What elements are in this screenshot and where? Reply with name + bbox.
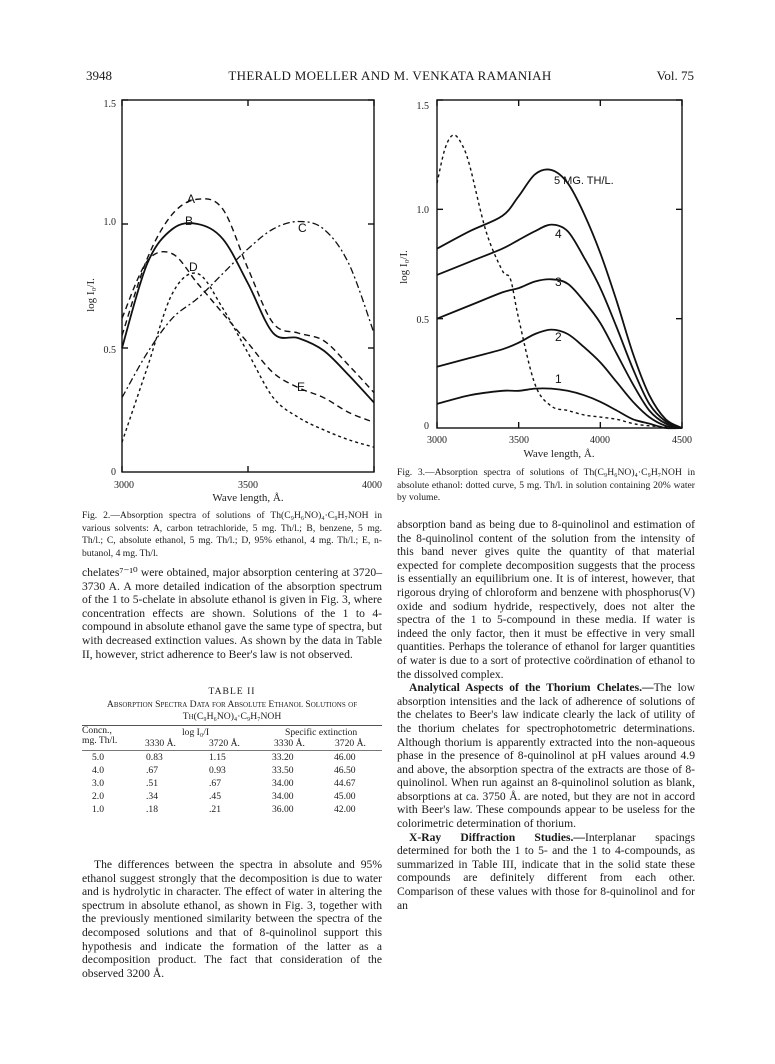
table-2-cell: 34.00 [272, 778, 294, 789]
table-2-cell: .51 [146, 778, 158, 789]
table-2-cell: 44.67 [334, 778, 356, 789]
table-2-cell: 2.0 [92, 791, 104, 802]
table-2-col-header: 3330 Å. [145, 738, 176, 749]
table-2-grid [82, 725, 382, 822]
table-2-cell: 36.00 [272, 804, 294, 815]
fig2-axis-ticks [122, 100, 374, 472]
fig2-label-d: D [189, 260, 198, 274]
table-2-cell: 3.0 [92, 778, 104, 789]
fig3-label-1: 1 [555, 372, 562, 386]
table-2-cell: .67 [209, 778, 221, 789]
fig2-x-axis-title: Wave length, Å. [212, 492, 284, 504]
fig3-label-4: 4 [555, 227, 562, 241]
fig2-curve-a [122, 199, 374, 393]
table-2-caption: Absorption Spectra Data for Absolute Ethanol Solutions of Th(C₉H₆NO)₄·C₉H₇NOH [106, 699, 358, 722]
table-2-cell: .34 [146, 791, 158, 802]
fig3-x-tick-label: 4000 [590, 435, 610, 446]
fig2-curves [122, 199, 374, 447]
fig3-y-tick-label: 1.5 [416, 101, 429, 112]
figure-2-caption: Fig. 2.—Absorption spectra of solutions of Th(C₉H₆NO)₄·C₉H₇NOH in various solvents: A, carbon tetrachloride, 5 mg. Th/l.; B, benzene, 5 mg. Th/l.; C, absolute ethanol, 5 mg. Th/l.; D, 95% ethanol, 4 mg. Th/l.; E, n-butanol, 4 mg. Th/l. [82, 510, 382, 559]
table-2-col-header: Concn., mg. Th/l. [82, 725, 118, 746]
left-paragraph-2-block [82, 858, 382, 980]
table-2-cell: 34.00 [272, 791, 294, 802]
table-2-cell: 5.0 [92, 752, 104, 763]
left-paragraph-1-block [82, 566, 382, 661]
fig2-y-axis-title: log I₀/I. [85, 278, 97, 312]
table-2-cell: 46.00 [334, 752, 356, 763]
fig3-x-tick-label: 3000 [427, 435, 447, 446]
fig2-label-e: E [297, 380, 306, 394]
table-2-col-header: 3720 Å. [335, 738, 366, 749]
volume-label: Vol. 75 [656, 68, 694, 83]
table-2-group-header: Specific extinction [285, 727, 358, 738]
fig3-y-tick-labels [417, 101, 430, 432]
fig2-x-tick-label: 3500 [238, 480, 258, 491]
table-2-col-header: 3720 Å. [209, 738, 240, 749]
table-2-header-rule [82, 750, 382, 751]
fig2-curve-e [122, 273, 374, 447]
fig3-x-tick-label: 3500 [509, 435, 529, 446]
table-2-cell: 46.50 [334, 765, 356, 776]
figure-3-chart [397, 95, 697, 465]
page-header [86, 68, 694, 86]
fig3-label-3: 3 [555, 275, 562, 289]
table-2-cell: .67 [146, 765, 158, 776]
page-number: 3948 [86, 68, 112, 83]
table-2-cell: 0.93 [209, 765, 226, 776]
running-authors: THERALD MOELLER AND M. VENKATA RAMANIAH [228, 68, 552, 83]
table-2-cell: 45.00 [334, 791, 356, 802]
left-p2-text: The differences between the spectra in absolute and 95% ethanol suggest strongly that the decomposition is due to water and is hydrolytic in character. The effect of water in altering the spectrum in absolute ethanol, as shown in Fig. 3, together with the previously mentioned similarity between the spectra of the decomposed solutions and that of 8-quinolinol support this hypothesis and indicate the formation of the latter as a decomposition product. The fact that consideration of the observed 3200 Å. [82, 858, 382, 980]
table-2-cell: .18 [146, 804, 158, 815]
fig3-x-tick-label: 4500 [672, 435, 692, 446]
fig3-curve-3 [437, 279, 682, 428]
table-2-col-header: 3330 Å. [274, 738, 305, 749]
table-2-cell: 42.00 [334, 804, 356, 815]
table-2-cell: .21 [209, 804, 221, 815]
fig2-label-a: A [187, 192, 196, 206]
right-p2-text: The low absorption intensities and the lack of adherence of solutions of the chelates to Beer's law indicate clearly the lack of utility of the thorium chelates for spectrophotometric determinations. Although thorium is apparently extracted into the non-aqueous phase in the presence of 8-quinolinol at pH values around 4.9 and above, the absorption spectra of the extracts are those of 8-quinolinol. When run against an 8-quinolinol solution as blank, absorptions at ca. 3750 Å. are noted, but they are not in accord with Beer's law. These compounds appear to be useless for the colorimetric determination of thorium. [397, 681, 695, 831]
fig2-plot-frame [122, 100, 374, 472]
table-2 [82, 686, 382, 822]
left-p1-ref: chelates⁷⁻¹⁰ [82, 566, 138, 579]
fig2-y-tick-label: 0.5 [103, 345, 116, 356]
fig2-y-tick-label: 1.5 [103, 99, 116, 110]
right-column-text [397, 518, 695, 912]
fig3-label-5: 5 MG. TH/L. [554, 175, 614, 187]
right-p3-heading: X-Ray Diffraction Studies.— [409, 830, 585, 844]
figure-2-chart [82, 95, 382, 505]
fig3-x-tick-labels [427, 435, 692, 446]
fig2-y-tick-labels [104, 99, 117, 478]
fig2-curve-d [122, 252, 374, 423]
fig3-y-tick-label: 1.0 [416, 205, 429, 216]
right-p2-heading: Analytical Aspects of the Thorium Chelates.— [409, 681, 654, 695]
table-2-cell: 1.0 [92, 804, 104, 815]
right-p1-text: absorption band as being due to 8-quinolinol and estimation of the 8-quinolinol content of the solution from the intensity of this band never gives quite the quantity of that material expected for complete decomposition suggests that the process is essentially an equilibrium one. It is of interest, however, that rigorous drying of chloroform and benzene with phosphorus(V) oxide and sodium hydride, respectively, does not alter the spectra of the 1 to 5-compound in these media. If water is indeed the only factor, then it must be effective in very small quantities. Perhaps the tolerance of ethanol for larger quantities of water is due to a sort of protective coördination of ethanol to the dissolved complex. [397, 518, 695, 681]
right-p3-text: Interplanar spacings determined for both the 1 to 5- and the 1 to 4-compounds, as summarized in Table III, indicate that in the solid state these compounds are definitely different from each other. Comparison of these values with those for 8-quinolinol and for an [397, 830, 695, 912]
fig2-y-tick-label: 0 [111, 467, 116, 478]
fig2-curve-c [122, 222, 374, 398]
table-2-group-header: log I₀/I [182, 727, 210, 738]
figure-3-caption: Fig. 3.—Absorption spectra of solutions of Th(C₉H₆NO)₄·C₉H₇NOH in absolute ethanol: dotted curve, 5 mg. Th/l. in solution containing 20% water by volume. [397, 467, 695, 503]
table-2-cell: .45 [209, 791, 221, 802]
table-2-cell: 33.20 [272, 752, 294, 763]
table-2-cell: 1.15 [209, 752, 226, 763]
fig3-y-tick-label: 0 [424, 421, 429, 432]
fig2-x-tick-label: 3000 [114, 480, 134, 491]
fig3-x-axis-title: Wave length, Å. [523, 448, 595, 460]
fig2-curve-b [122, 223, 374, 403]
fig2-x-tick-labels [114, 480, 382, 491]
table-2-cell: 0.83 [146, 752, 163, 763]
left-p1-text: were obtained, major absorption centering at 3720–3730 A. A more detailed indication of the absorption spectrum of the 1 to 5-chelate in absolute ethanol is given in Fig. 3, where concentration effects are shown. Solutions of the 1 to 4-compound in absolute ethanol gave the same type of spectra, but with decreased extinction values. As shown by the data in Table II, however, strict adherence to Beer's law is not observed. [82, 566, 382, 661]
fig3-curve-1 [437, 388, 682, 428]
fig3-label-2: 2 [555, 330, 562, 344]
fig2-x-tick-label: 4000 [362, 480, 382, 491]
fig2-y-tick-label: 1.0 [103, 217, 116, 228]
table-2-cell: 33.50 [272, 765, 294, 776]
fig2-label-c: C [298, 221, 307, 235]
fig2-label-b: B [185, 214, 194, 228]
table-2-cell: 4.0 [92, 765, 104, 776]
table-2-title: TABLE II [208, 686, 256, 697]
fig3-y-tick-label: 0.5 [416, 315, 429, 326]
fig3-curve-4 [437, 225, 682, 428]
fig3-y-axis-title: log I₀/I. [398, 250, 410, 284]
